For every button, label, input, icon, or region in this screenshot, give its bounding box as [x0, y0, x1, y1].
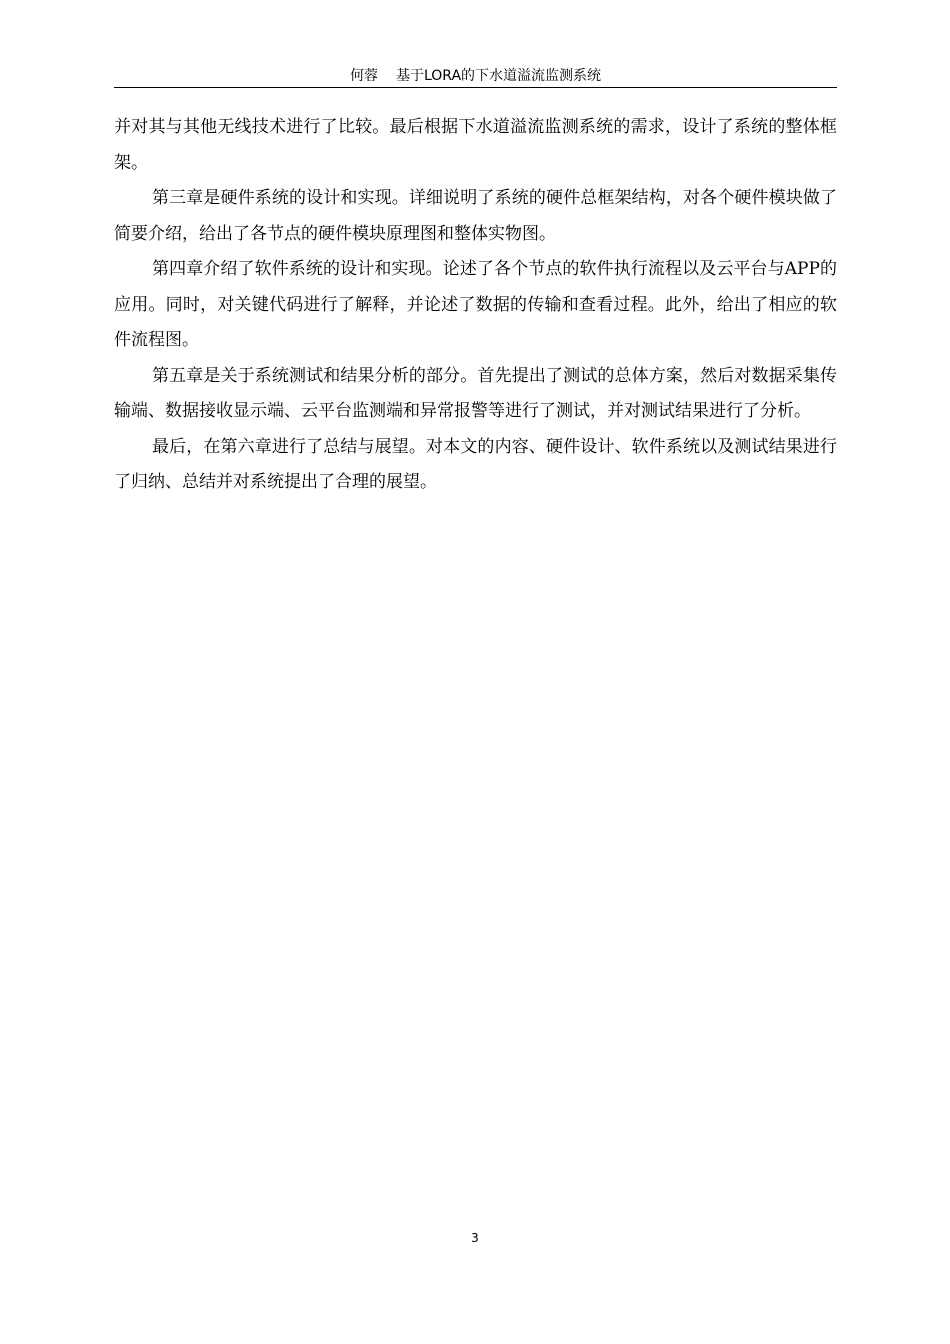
paragraph-chapter-6: 最后，在第六章进行了总结与展望。对本文的内容、硬件设计、软件系统以及测试结果进行了归纳、总结并对系统提出了合理的展望。 — [114, 436, 837, 492]
page-number: 3 — [471, 1231, 479, 1245]
header-title: 基于LORA的下水道溢流监测系统 — [395, 68, 602, 84]
paragraph-chapter-3: 第三章是硬件系统的设计和实现。详细说明了系统的硬件总框架结构，对各个硬件模块做了简要介绍，给出了各节点的硬件模块原理图和整体实物图。 — [114, 188, 837, 244]
page-header — [114, 66, 837, 88]
header-author: 何蓉 — [349, 68, 378, 84]
body-text — [114, 110, 837, 501]
paragraph-continuation: 并对其与其他无线技术进行了比较。最后根据下水道溢流监测系统的需求，设计了系统的整体框架。 — [114, 117, 837, 173]
paragraph-chapter-5: 第五章是关于系统测试和结果分析的部分。首先提出了测试的总体方案，然后对数据采集传输端、数据接收显示端、云平台监测端和异常报警等进行了测试，并对测试结果进行了分析。 — [114, 365, 837, 421]
paragraph-chapter-4: 第四章介绍了软件系统的设计和实现。论述了各个节点的软件执行流程以及云平台与APP的应用。同时，对关键代码进行了解释，并论述了数据的传输和查看过程。此外，给出了相应的软件流程图。 — [114, 259, 837, 350]
